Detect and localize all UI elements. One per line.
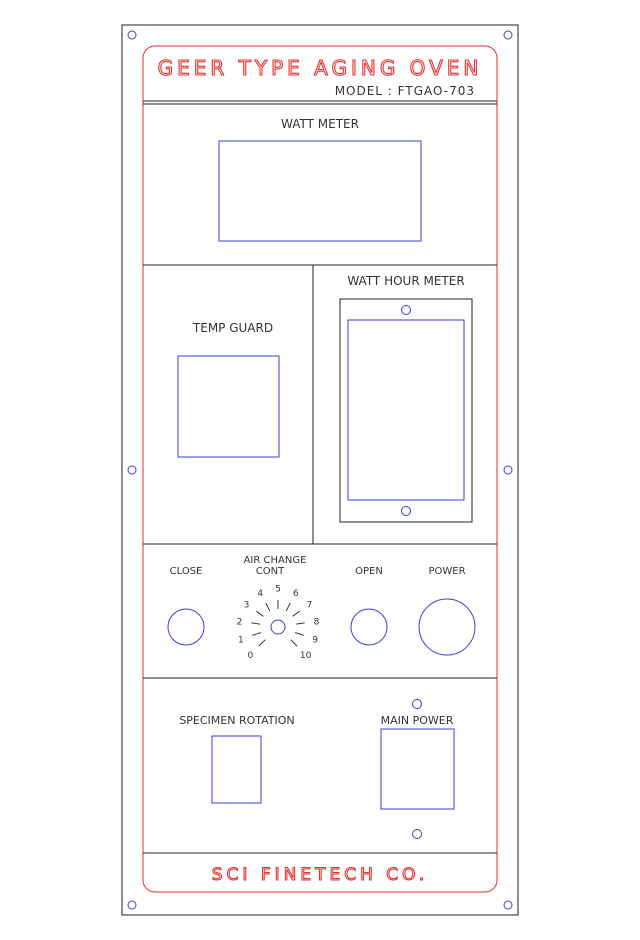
specimen-rotation-label: SPECIMEN ROTATION [179,714,295,727]
watt-meter-label: WATT METER [281,117,359,131]
temp-guard-display [178,356,279,457]
dial-tick-label: 0 [247,651,254,662]
main-power-switch[interactable] [381,729,454,809]
dial-tick [251,623,260,624]
dial-tick [256,611,263,616]
open-button[interactable] [351,609,387,645]
power-lamp [419,599,475,655]
dial-tick [286,603,290,611]
dial-tick [291,640,297,646]
air-change-dial[interactable] [237,585,320,662]
power-label: POWER [428,566,466,577]
watt-hour-meter-label: WATT HOUR METER [347,274,465,288]
inner-border [143,46,497,892]
dial-tick-label: 5 [275,584,281,595]
mount-hole [504,31,512,39]
watt-hour-meter-display [348,320,464,500]
dial-tick [293,611,300,616]
air-change-cont-label: CONT [255,566,285,577]
panel-title: GEER TYPE AGING OVEN [157,56,483,80]
dial-tick-label: 1 [238,635,244,646]
dial-tick-label: 7 [306,600,313,611]
dial-tick-label: 9 [312,635,318,646]
specimen-rotation-switch[interactable] [212,736,261,803]
dial-tick [266,603,270,611]
open-label: OPEN [355,566,383,577]
main-power-label: MAIN POWER [380,714,454,727]
close-label: CLOSE [169,566,203,577]
close-button[interactable] [168,609,204,645]
outer-plate [122,25,518,915]
dial-tick-label: 8 [313,617,320,628]
dial-tick-label: 3 [243,600,250,611]
dial-tick-label: 10 [299,651,312,662]
mount-hole [128,901,136,909]
mount-hole [504,901,512,909]
company-name: SCI FINETECH CO. [211,865,429,885]
watt-hour-meter-frame [340,299,472,522]
dial-tick [295,633,304,636]
mount-hole [128,31,136,39]
meter-screw [402,306,411,315]
air-change-label: AIR CHANGE [243,555,307,566]
meter-screw [402,507,411,516]
breaker-screw [413,700,422,709]
dial-knob[interactable] [271,620,285,634]
dial-tick-label: 6 [292,588,299,599]
dial-tick-label: 4 [257,588,264,599]
mount-hole [128,466,136,474]
dial-tick-label: 2 [236,617,243,628]
dial-tick [259,640,265,646]
temp-guard-label: TEMP GUARD [192,321,274,335]
dial-tick [252,633,261,636]
watt-meter-display [219,141,421,241]
model-label: MODEL : FTGAO-703 [334,84,475,98]
mount-hole [504,466,512,474]
dial-tick [296,623,305,624]
breaker-screw [413,830,422,839]
